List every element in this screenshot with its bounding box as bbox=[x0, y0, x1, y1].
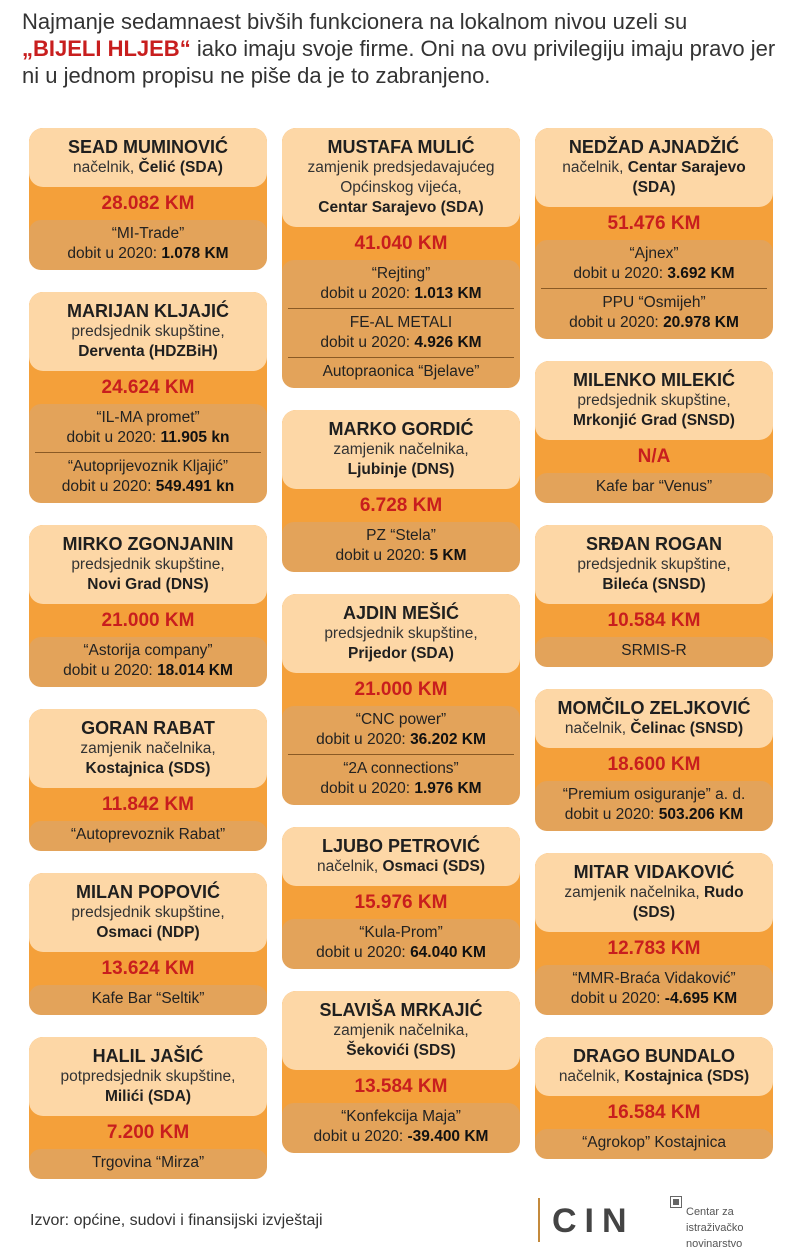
role-place: Kostajnica (SDS) bbox=[85, 760, 211, 777]
official-header bbox=[29, 873, 267, 952]
role-place: Centar Sarajevo (SDA) bbox=[318, 199, 484, 216]
firm-name: “IL-MA promet” bbox=[96, 409, 200, 426]
role-place: Čelić (SDA) bbox=[138, 159, 223, 176]
column-3 bbox=[535, 128, 773, 1181]
official-name: NEDŽAD AJNADŽIĆ bbox=[568, 137, 740, 157]
official-card bbox=[282, 991, 520, 1153]
role-title: predsjednik skupštine, bbox=[577, 556, 731, 573]
firm-item bbox=[288, 526, 514, 566]
firm-name: “Autoprijevoznik Kljajić” bbox=[67, 458, 229, 475]
official-role bbox=[290, 857, 512, 877]
role-place: Čelinac (SNSD) bbox=[630, 720, 744, 737]
profit-value: 1.013 KM bbox=[414, 285, 482, 302]
official-role bbox=[37, 903, 259, 943]
official-role bbox=[37, 555, 259, 595]
firm-name: Kafe bar “Venus” bbox=[595, 478, 713, 495]
profit-label: dobit u 2020: bbox=[573, 265, 668, 282]
official-name: MITAR VIDAKOVIĆ bbox=[573, 862, 735, 882]
benefit-amount: 51.476 KM bbox=[607, 213, 701, 234]
firms-box bbox=[535, 781, 773, 831]
role-place: Centar Sarajevo bbox=[627, 159, 746, 176]
role-place: Prijedor (SDA) bbox=[348, 645, 454, 662]
firms-box bbox=[535, 1129, 773, 1159]
official-header bbox=[29, 709, 267, 788]
role-title: potpredsjednik skupštine, bbox=[60, 1068, 236, 1085]
firms-box bbox=[535, 637, 773, 667]
official-card bbox=[535, 361, 773, 503]
benefit-amount: 15.976 KM bbox=[354, 892, 448, 913]
official-card bbox=[535, 689, 773, 831]
firm-item bbox=[35, 452, 261, 497]
profit-value: 1.078 KM bbox=[161, 245, 229, 262]
logo-tagline bbox=[686, 1204, 796, 1252]
role-place: Osmaci (SDS) bbox=[382, 858, 485, 875]
firm-name: “MMR-Braća Vidaković” bbox=[572, 970, 736, 987]
column-2 bbox=[282, 128, 520, 1175]
firm-name: “Rejting” bbox=[371, 265, 431, 282]
firm-item bbox=[288, 1107, 514, 1147]
official-name: AJDIN MEŠIĆ bbox=[342, 603, 459, 623]
profit-label: dobit u 2020: bbox=[63, 662, 158, 679]
firm-item bbox=[541, 969, 767, 1009]
profit-label: dobit u 2020: bbox=[320, 285, 415, 302]
role-title: predsjednik skupštine, bbox=[71, 323, 225, 340]
official-role bbox=[290, 624, 512, 664]
header-text bbox=[22, 8, 782, 89]
firm-item bbox=[35, 641, 261, 681]
firm-item bbox=[35, 989, 261, 1009]
official-card bbox=[29, 525, 267, 687]
profit-label: dobit u 2020: bbox=[335, 547, 430, 564]
profit-label: dobit u 2020: bbox=[320, 780, 415, 797]
firms-box bbox=[29, 821, 267, 851]
firm-name: FE-AL METALI bbox=[349, 314, 453, 331]
official-card bbox=[282, 128, 520, 388]
benefit-amount: 24.624 KM bbox=[101, 377, 195, 398]
official-role bbox=[543, 1067, 765, 1087]
official-name: MUSTAFA MULIĆ bbox=[327, 137, 475, 157]
role-place: Kostajnica (SDS) bbox=[624, 1068, 750, 1085]
official-role bbox=[37, 739, 259, 779]
benefit-amount: 18.600 KM bbox=[607, 754, 701, 775]
official-header bbox=[29, 128, 267, 187]
firm-item bbox=[35, 825, 261, 845]
firm-item bbox=[541, 641, 767, 661]
official-name: MILAN POPOVIĆ bbox=[75, 882, 220, 902]
official-header bbox=[535, 853, 773, 932]
firm-profit bbox=[62, 478, 234, 495]
official-role bbox=[37, 1067, 259, 1107]
firms-box bbox=[29, 404, 267, 503]
profit-label: dobit u 2020: bbox=[66, 429, 161, 446]
firms-box bbox=[282, 706, 520, 805]
firm-item bbox=[288, 754, 514, 799]
role-title: zamjenik načelnika, bbox=[333, 441, 469, 458]
role-place: Bileća (SNSD) bbox=[602, 576, 706, 593]
benefit-amount: 7.200 KM bbox=[106, 1122, 190, 1143]
firm-name: Autopraonica “Bjelave” bbox=[322, 363, 480, 380]
firm-item bbox=[288, 357, 514, 382]
official-role bbox=[37, 322, 259, 362]
role-title: načelnik, bbox=[73, 159, 139, 176]
role-place: (SDA) bbox=[632, 179, 676, 196]
role-title: predsjednik skupštine, bbox=[577, 392, 731, 409]
profit-label: dobit u 2020: bbox=[564, 806, 659, 823]
official-card bbox=[535, 853, 773, 1015]
role-place: Mrkonjić Grad (SNSD) bbox=[573, 412, 735, 429]
profit-value: 503.206 KM bbox=[658, 806, 744, 823]
official-header bbox=[282, 594, 520, 673]
firm-name: “Ajnex” bbox=[629, 245, 679, 262]
firm-profit bbox=[63, 662, 233, 679]
firm-profit bbox=[336, 547, 467, 564]
logo-mark-icon bbox=[670, 1196, 682, 1208]
official-card bbox=[282, 410, 520, 572]
official-name: MILENKO MILEKIĆ bbox=[573, 370, 735, 390]
firms-box bbox=[282, 1103, 520, 1153]
firms-box bbox=[29, 220, 267, 270]
firm-name: PZ “Stela” bbox=[366, 527, 436, 544]
benefit-amount: 41.040 KM bbox=[354, 233, 448, 254]
firm-item bbox=[541, 244, 767, 284]
official-header bbox=[29, 525, 267, 604]
firm-profit bbox=[67, 429, 230, 446]
official-card bbox=[29, 292, 267, 503]
role-place: Milići (SDA) bbox=[104, 1088, 192, 1105]
profit-label: dobit u 2020: bbox=[67, 245, 162, 262]
firm-item bbox=[35, 1153, 261, 1173]
profit-label: dobit u 2020: bbox=[316, 731, 411, 748]
role-place: Rudo bbox=[703, 884, 744, 901]
firm-profit bbox=[314, 1128, 489, 1145]
firm-name: “Autoprevoznik Rabat” bbox=[70, 826, 226, 843]
profit-label: dobit u 2020: bbox=[313, 1128, 408, 1145]
logo-tagline-line-2: istraživačko novinarstvo bbox=[686, 1222, 744, 1250]
firms-box bbox=[282, 260, 520, 388]
firms-box bbox=[535, 965, 773, 1015]
role-title: predsjednik skupštine, bbox=[71, 556, 225, 573]
role-title: zamjenik načelnika, bbox=[333, 1022, 469, 1039]
firm-item bbox=[541, 288, 767, 333]
firms-box bbox=[535, 473, 773, 503]
official-header bbox=[535, 689, 773, 748]
official-name: HALIL JAŠIĆ bbox=[92, 1046, 204, 1066]
profit-label: dobit u 2020: bbox=[316, 944, 411, 961]
firms-box bbox=[282, 522, 520, 572]
benefit-amount: 13.584 KM bbox=[354, 1076, 448, 1097]
official-name: SLAVIŠA MRKAJIĆ bbox=[319, 1000, 483, 1020]
firms-box bbox=[29, 1149, 267, 1179]
benefit-amount: 6.728 KM bbox=[359, 495, 443, 516]
logo-divider bbox=[538, 1198, 540, 1242]
profit-label: dobit u 2020: bbox=[569, 314, 664, 331]
official-header bbox=[535, 361, 773, 440]
benefit-amount: 13.624 KM bbox=[101, 958, 195, 979]
official-name: MOMČILO ZELJKOVIĆ bbox=[557, 698, 751, 718]
official-header bbox=[282, 410, 520, 489]
role-title: načelnik, bbox=[558, 1068, 625, 1085]
official-name: SRĐAN ROGAN bbox=[585, 534, 722, 554]
firm-name: SRMIS-R bbox=[621, 642, 687, 659]
official-name: MIRKO ZGONJANIN bbox=[62, 534, 234, 554]
benefit-amount: 12.783 KM bbox=[607, 938, 701, 959]
benefit-amount: 16.584 KM bbox=[607, 1102, 701, 1123]
firm-name: “Konfekcija Maja” bbox=[341, 1108, 461, 1125]
firm-name: “CNC power” bbox=[355, 711, 447, 728]
profit-value: -39.400 KM bbox=[407, 1128, 489, 1145]
firm-profit bbox=[67, 245, 228, 262]
firm-item bbox=[541, 785, 767, 825]
profit-value: 36.202 KM bbox=[410, 731, 486, 748]
firm-profit bbox=[573, 265, 734, 282]
benefit-amount: 10.584 KM bbox=[607, 610, 701, 631]
benefit-amount: 21.000 KM bbox=[101, 610, 195, 631]
official-card bbox=[535, 128, 773, 339]
logo-text: CIN bbox=[552, 1202, 635, 1240]
official-name: MARIJAN KLJAJIĆ bbox=[66, 301, 230, 321]
official-card bbox=[535, 525, 773, 667]
firm-item bbox=[288, 308, 514, 353]
official-card bbox=[282, 594, 520, 805]
benefit-amount: 21.000 KM bbox=[354, 679, 448, 700]
firm-profit bbox=[565, 806, 743, 823]
firm-item bbox=[35, 224, 261, 264]
official-role bbox=[37, 158, 259, 178]
role-title: načelnik, bbox=[317, 858, 383, 875]
firm-name: Trgovina “Mirza” bbox=[91, 1154, 205, 1171]
role-title: predsjednik skupštine, bbox=[71, 904, 225, 921]
official-role bbox=[290, 158, 512, 218]
firm-name: Kafe Bar “Seltik” bbox=[91, 990, 205, 1007]
role-place: Šekovići (SDS) bbox=[346, 1042, 456, 1059]
role-place: Ljubinje (DNS) bbox=[347, 461, 455, 478]
firms-box bbox=[29, 985, 267, 1015]
firm-name: PPU “Osmijeh” bbox=[602, 294, 706, 311]
firm-name: “Agrokop” Kostajnica bbox=[582, 1134, 726, 1151]
firm-item bbox=[35, 408, 261, 448]
profit-value: 18.014 KM bbox=[157, 662, 233, 679]
firm-profit bbox=[569, 314, 739, 331]
profit-value: 11.905 kn bbox=[160, 429, 230, 446]
official-role bbox=[543, 719, 765, 739]
firm-profit bbox=[320, 780, 481, 797]
profit-value: 20.978 KM bbox=[663, 314, 739, 331]
profit-value: 4.926 KM bbox=[414, 334, 482, 351]
official-header bbox=[535, 128, 773, 207]
official-card bbox=[29, 128, 267, 270]
benefit-amount: N/A bbox=[637, 446, 671, 467]
official-role bbox=[290, 440, 512, 480]
firm-name: “Premium osiguranje” a. d. bbox=[562, 786, 746, 803]
profit-value: 549.491 kn bbox=[155, 478, 235, 495]
official-card bbox=[535, 1037, 773, 1159]
column-1 bbox=[29, 128, 267, 1201]
profit-label: dobit u 2020: bbox=[320, 334, 415, 351]
firm-profit bbox=[316, 944, 486, 961]
official-card bbox=[29, 873, 267, 1015]
role-place: Novi Grad (DNS) bbox=[87, 576, 209, 593]
official-role bbox=[543, 391, 765, 431]
benefit-amount: 28.082 KM bbox=[101, 193, 195, 214]
official-header bbox=[29, 1037, 267, 1116]
official-role bbox=[543, 555, 765, 595]
official-name: SEAD MUMINOVIĆ bbox=[67, 137, 228, 157]
role-title: zamjenik načelnika, bbox=[80, 740, 216, 757]
official-header bbox=[282, 128, 520, 227]
role-title: predsjednik skupštine, bbox=[324, 625, 478, 642]
role-place: Derventa (HDZBiH) bbox=[78, 343, 218, 360]
profit-label: dobit u 2020: bbox=[61, 478, 156, 495]
official-header bbox=[535, 1037, 773, 1096]
role-title: načelnik, bbox=[564, 720, 631, 737]
role-place: Osmaci (NDP) bbox=[96, 924, 200, 941]
header-highlight: „BIJELI HLJEB“ bbox=[22, 36, 191, 61]
firm-item bbox=[288, 923, 514, 963]
profit-value: 5 KM bbox=[429, 547, 467, 564]
header-line-2: iako imaju svoje firme. Oni na ovu privilegiju imaju pravo jer ni u jednom propisu ne piše da je to zabranjeno. bbox=[22, 36, 776, 88]
official-card bbox=[282, 827, 520, 969]
firm-item bbox=[541, 477, 767, 497]
official-header bbox=[282, 827, 520, 886]
firm-item bbox=[288, 264, 514, 304]
official-role bbox=[543, 158, 765, 198]
official-role bbox=[543, 883, 765, 923]
firm-item bbox=[541, 1133, 767, 1153]
official-name: DRAGO BUNDALO bbox=[573, 1046, 735, 1066]
benefit-amount: 11.842 KM bbox=[102, 794, 194, 815]
firm-name: “MI-Trade” bbox=[111, 225, 185, 242]
official-name: MARKO GORDIĆ bbox=[328, 419, 474, 439]
logo-tagline-line-1: Centar za bbox=[686, 1206, 734, 1218]
cin-logo bbox=[538, 1196, 788, 1250]
source-note: Izvor: općine, sudovi i finansijski izvještaji bbox=[30, 1212, 323, 1229]
firm-name: “2A connections” bbox=[343, 760, 459, 777]
official-role bbox=[290, 1021, 512, 1061]
official-name: LJUBO PETROVIĆ bbox=[321, 836, 481, 856]
header-line-1: Najmanje sedamnaest bivših funkcionera na lokalnom nivou uzeli su bbox=[22, 9, 688, 34]
official-name: GORAN RABAT bbox=[81, 718, 215, 738]
role-title: načelnik, bbox=[562, 159, 628, 176]
profit-value: 64.040 KM bbox=[410, 944, 486, 961]
firm-name: “Kula-Prom” bbox=[359, 924, 443, 941]
role-title: zamjenik predsjedavajućeg Općinskog vijeća, bbox=[307, 159, 495, 196]
firm-profit bbox=[571, 990, 737, 1007]
firm-profit bbox=[320, 285, 481, 302]
official-header bbox=[535, 525, 773, 604]
role-title: zamjenik načelnika, bbox=[564, 884, 704, 901]
profit-value: -4.695 KM bbox=[664, 990, 738, 1007]
official-card bbox=[29, 709, 267, 851]
official-card bbox=[29, 1037, 267, 1179]
firms-box bbox=[535, 240, 773, 339]
firm-profit bbox=[320, 334, 481, 351]
firms-box bbox=[29, 637, 267, 687]
official-header bbox=[282, 991, 520, 1070]
firms-box bbox=[282, 919, 520, 969]
profit-value: 1.976 KM bbox=[414, 780, 482, 797]
firm-item bbox=[288, 710, 514, 750]
profit-label: dobit u 2020: bbox=[570, 990, 665, 1007]
firm-name: “Astorija company” bbox=[83, 642, 213, 659]
profit-value: 3.692 KM bbox=[667, 265, 735, 282]
official-header bbox=[29, 292, 267, 371]
firm-profit bbox=[316, 731, 486, 748]
role-place: (SDS) bbox=[632, 904, 676, 921]
